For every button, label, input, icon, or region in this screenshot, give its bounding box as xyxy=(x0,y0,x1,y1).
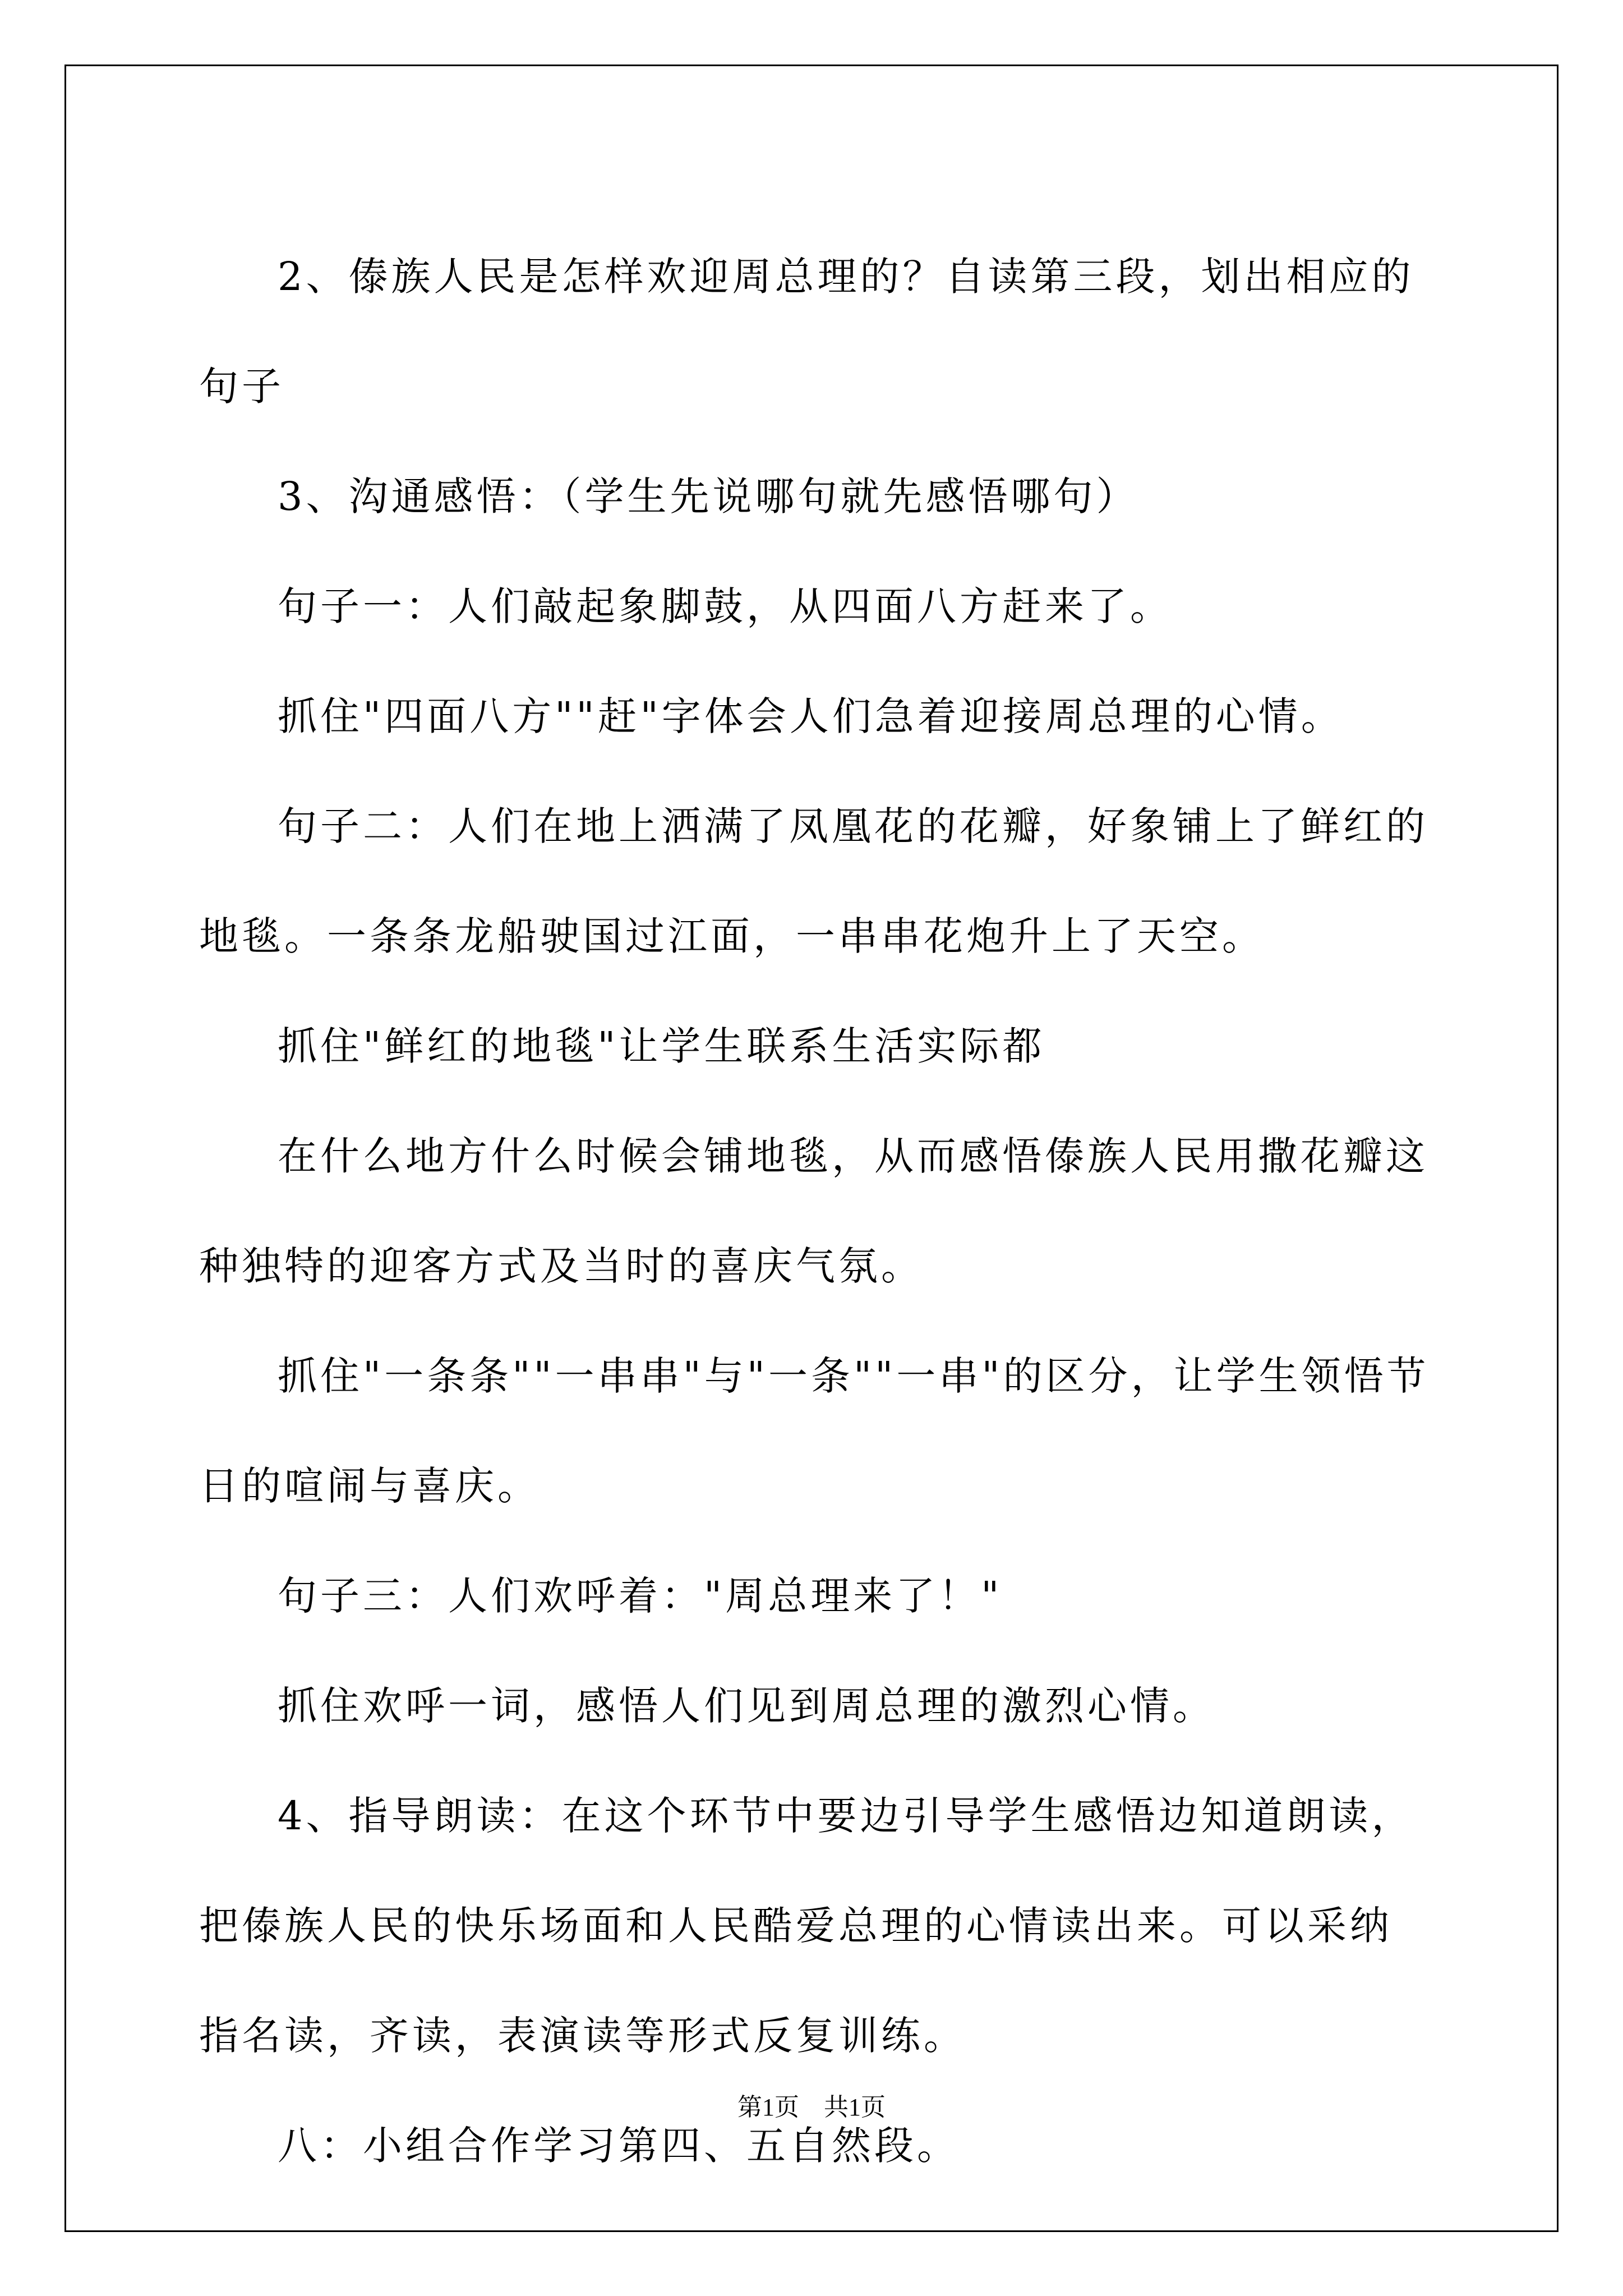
paragraph-7: 在什么地方什么时候会铺地毯，从而感悟傣族人民用撒花瓣这种独特的迎客方式及当时的喜庆气氛。 xyxy=(199,1133,1428,1289)
paragraph-8: 抓住"一条条""一串串"与"一条""一串"的区分，让学生领悟节日的喧闹与喜庆。 xyxy=(199,1353,1430,1509)
paragraph-9: 句子三：人们欢呼着："周总理来了！" xyxy=(278,1573,1003,1619)
paragraph-11: 4、指导朗读：在这个环节中要边引导学生感悟边知道朗读，把傣族人民的快乐场面和人民酷爱总理的心情读出来。可以采纳指名读，齐读，表演读等形式反复训练。 xyxy=(199,1793,1414,2059)
paragraph-3: 句子一：人们敲起象脚鼓，从四面八方赶来了。 xyxy=(278,583,1173,629)
paragraph-4: 抓住"四面八方""赶"字体会人们急着迎接周总理的心情。 xyxy=(278,693,1344,739)
paragraph-10: 抓住欢呼一词，感悟人们见到周总理的激烈心情。 xyxy=(278,1683,1215,1729)
paragraph-5: 句子二：人们在地上洒满了凤凰花的花瓣，好象铺上了鲜红的地毯。一条条龙船驶国过江面，一串串花炮升上了天空。 xyxy=(199,803,1428,959)
paragraph-1: 2、傣族人民是怎样欢迎周总理的？自读第三段，划出相应的句子 xyxy=(199,254,1414,409)
paragraph-12: 八：小组合作学习第四、五自然段。 xyxy=(278,2123,960,2169)
document-body xyxy=(199,222,1433,2201)
paragraph-6: 抓住"鲜红的地毯"让学生联系生活实际都 xyxy=(278,1023,1045,1069)
paragraph-2: 3、沟通感悟：（学生先说哪句就先感悟哪句） xyxy=(278,473,1139,519)
page-number-footer: 第1页 共1页 xyxy=(737,2093,886,2121)
